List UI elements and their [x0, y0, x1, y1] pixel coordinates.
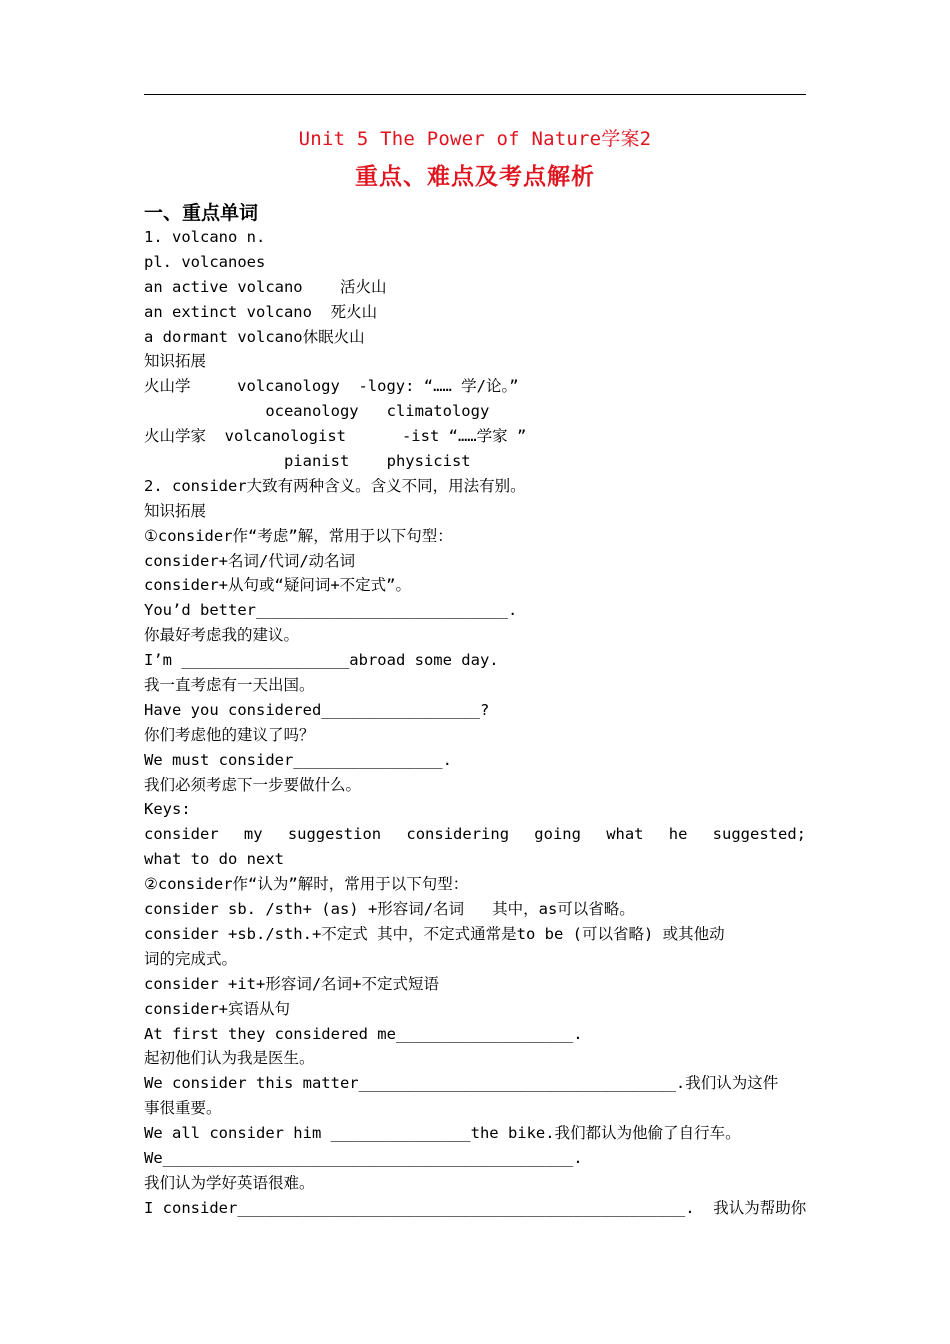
text-line: consider+名词/代词/动名词 [144, 551, 356, 570]
text-line: 我们必须考虑下一步要做什么。 [144, 775, 362, 794]
text-line: 你们考虑他的建议了吗？ [144, 725, 315, 744]
text-line: consider+宾语从句 [144, 999, 290, 1018]
text-line: At first they considered me___________________. [144, 1024, 583, 1043]
text-line: We consider this matter__________________________________.我们认为这件 [144, 1074, 779, 1093]
document-title: Unit 5 The Power of Nature学案2 [298, 128, 652, 150]
text-line: 1. volcano n. [144, 228, 266, 246]
text-line: 我们认为学好英语很难。 [144, 1173, 315, 1192]
text-line: what to do next [144, 850, 284, 869]
text-line: I consider________________________________________________. 我认为帮助你 [144, 1198, 807, 1217]
text-line: oceanology climatology [144, 402, 490, 421]
text-line: 火山学家 volcanologist -ist “……学家 ” [144, 427, 527, 446]
section-heading: 一、重点单词 [144, 202, 259, 224]
text-line: pl. volcanoes [144, 252, 266, 271]
text-line: 起初他们认为我是医生。 [144, 1049, 315, 1068]
text-line: an active volcano 活火山 [144, 277, 387, 296]
text-line: 2. consider大致有两种含义。含义不同，用法有别。 [144, 476, 526, 495]
text-line: You’d better___________________________. [144, 601, 518, 620]
header-rule [144, 94, 806, 95]
text-line: consider sb. /sth+ (as) +形容词/名词 其中，as可以省略。 [144, 900, 635, 919]
text-line: 我一直考虑有一天出国。 [144, 676, 315, 695]
text-line: ①consider作“考虑”解，常用于以下句型： [144, 526, 453, 545]
text-line: a dormant volcano休眠火山 [144, 327, 365, 346]
text-line: an extinct volcano 死火山 [144, 302, 378, 321]
text-line: 你最好考虑我的建议。 [144, 626, 300, 645]
text-line: consider +sb./sth.+不定式 其中，不定式通常是to be (可以省略) 或其他动 [144, 924, 725, 943]
text-line: We all consider him _______________the bike.我们都认为他偷了自行车。 [144, 1124, 741, 1143]
text-line: 知识拓展 [144, 501, 207, 520]
text-line: I’m __________________abroad some day. [144, 651, 499, 670]
text-line: ②consider作“认为”解时，常用于以下句型： [144, 875, 469, 894]
text-line: pianist physicist [144, 452, 471, 471]
text-line: Keys: [144, 800, 191, 819]
text-line: 事很重要。 [144, 1099, 222, 1118]
text-line: We must consider________________. [144, 750, 452, 769]
text-line: Have you considered_________________? [144, 700, 490, 719]
text-line: 词的完成式。 [144, 949, 238, 968]
text-line: consider my suggestion considering going what he suggested; [144, 825, 806, 844]
text-line: 火山学 volcanology -logy: “…… 学/论。” [144, 377, 519, 396]
text-line: We____________________________________________. [144, 1148, 583, 1167]
text-line: 知识拓展 [144, 352, 207, 371]
body-text [144, 225, 806, 1221]
text-line: consider +it+形容词/名词+不定式短语 [144, 974, 439, 993]
text-line: consider+从句或“疑问词+不定式”。 [144, 576, 411, 595]
document-subtitle: 重点、难点及考点解析 [355, 164, 595, 190]
